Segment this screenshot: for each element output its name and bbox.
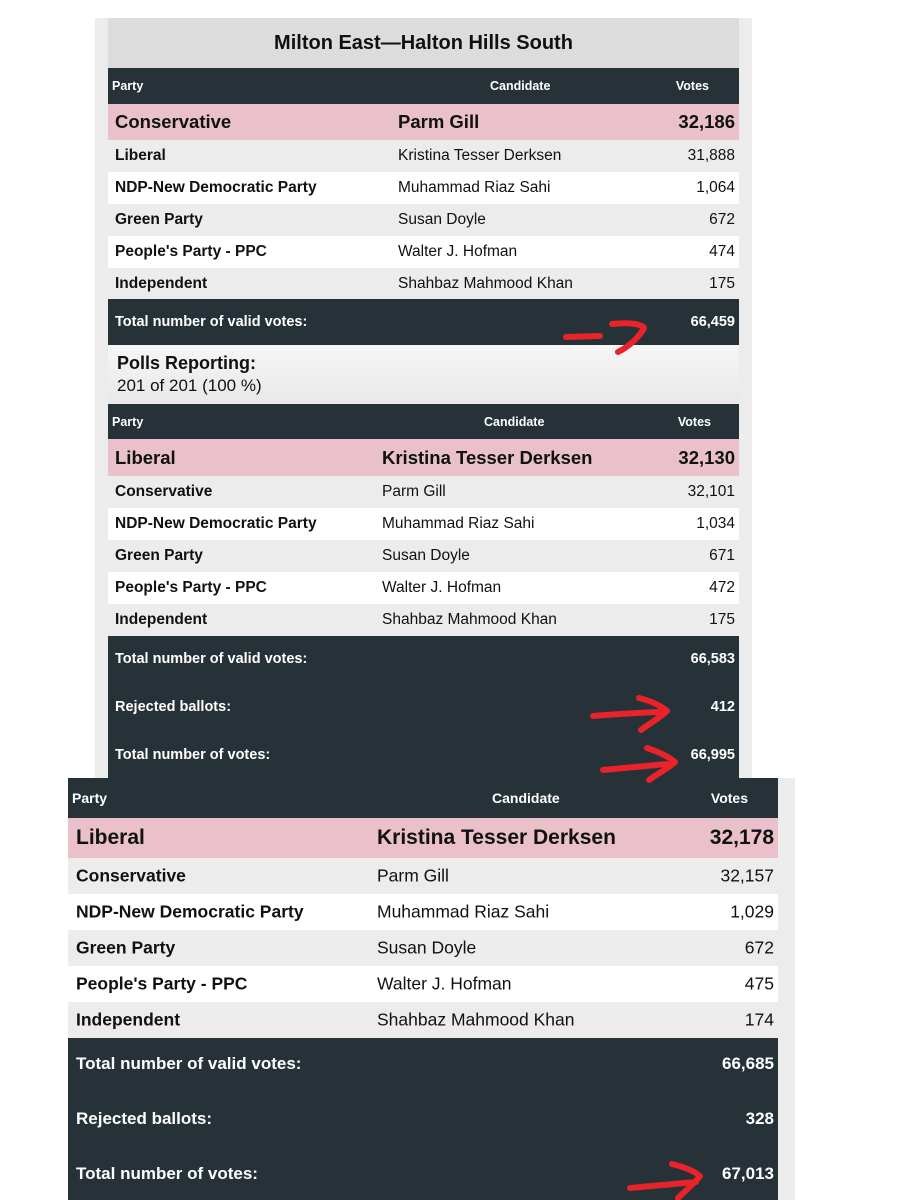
header-votes: Votes [710, 790, 748, 806]
candidate-name: Susan Doyle [398, 211, 486, 228]
vote-count: 31,888 [687, 147, 735, 164]
candidate-name: Kristina Tesser Derksen [377, 826, 616, 849]
candidate-name: Muhammad Riaz Sahi [382, 515, 535, 532]
winner-row [108, 104, 739, 140]
winner-row [108, 439, 739, 476]
vote-count: 671 [709, 547, 735, 564]
candidate-name: Walter J. Hofman [398, 243, 518, 260]
party-name: Liberal [115, 446, 176, 468]
header-party: Party [112, 414, 144, 429]
table-row [68, 894, 778, 930]
total-votes-value: 66,995 [690, 747, 735, 763]
totals-block [108, 636, 739, 778]
table-row [108, 172, 739, 204]
vote-count: 475 [744, 973, 774, 994]
candidate-name: Kristina Tesser Derksen [382, 446, 593, 468]
rejected-ballots-label: Rejected ballots: [115, 699, 232, 715]
header-votes: Votes [677, 414, 711, 429]
valid-votes-row [108, 299, 739, 345]
candidate-name: Parm Gill [377, 865, 449, 886]
rejected-ballots-value: 328 [745, 1109, 774, 1128]
table-row [108, 140, 739, 172]
header-party: Party [112, 79, 144, 93]
polls-reporting [108, 345, 739, 404]
vote-count: 472 [709, 579, 735, 596]
candidate-name: Shahbaz Mahmood Khan [398, 274, 573, 292]
header-candidate: Candidate [492, 790, 560, 806]
table-row [108, 572, 739, 604]
winner-row [68, 818, 778, 858]
table-header [108, 404, 739, 439]
table-row [108, 508, 739, 540]
table-header [108, 68, 739, 104]
vote-count: 174 [744, 1009, 774, 1030]
vote-count: 32,130 [678, 446, 735, 468]
candidate-name: Susan Doyle [382, 547, 470, 564]
party-name: Green Party [115, 547, 203, 564]
riding-title: Milton East—Halton Hills South [108, 18, 739, 68]
table-row [108, 540, 739, 572]
party-name: NDP-New Democratic Party [76, 901, 304, 922]
table-row [68, 1002, 778, 1038]
candidate-name: Parm Gill [398, 111, 480, 132]
party-name: Conservative [115, 483, 213, 500]
party-name: Green Party [76, 937, 176, 958]
candidate-name: Shahbaz Mahmood Khan [382, 611, 557, 628]
rejected-ballots-value: 412 [710, 699, 735, 715]
total-votes-label: Total number of votes: [115, 747, 271, 763]
party-name: Liberal [76, 826, 145, 849]
candidate-name: Susan Doyle [377, 937, 477, 958]
valid-votes-value: 66,583 [690, 651, 735, 667]
vote-count: 474 [709, 243, 735, 260]
table-row [108, 604, 739, 636]
party-name: Independent [115, 274, 208, 292]
vote-count: 32,157 [720, 865, 774, 886]
candidate-name: Shahbaz Mahmood Khan [377, 1009, 575, 1030]
table-row [68, 966, 778, 1002]
candidate-name: Kristina Tesser Derksen [398, 147, 562, 164]
party-name: Green Party [115, 211, 203, 228]
header-party: Party [72, 790, 108, 806]
party-name: People's Party - PPC [115, 579, 267, 596]
valid-votes-label: Total number of valid votes: [76, 1054, 302, 1073]
valid-votes-value: 66,459 [690, 314, 735, 330]
vote-count: 1,034 [696, 515, 735, 532]
vote-count: 672 [744, 937, 774, 958]
vote-count: 175 [709, 274, 735, 292]
candidate-name: Walter J. Hofman [377, 973, 512, 994]
candidate-name: Muhammad Riaz Sahi [377, 901, 550, 922]
vote-count: 1,064 [696, 179, 735, 196]
total-votes-value: 67,013 [722, 1164, 774, 1183]
party-name: Liberal [115, 147, 166, 164]
table-row [108, 204, 739, 236]
table-row [68, 930, 778, 966]
candidate-name: Parm Gill [382, 483, 446, 500]
table-row [108, 236, 739, 268]
vote-count: 175 [709, 611, 735, 628]
candidate-name: Walter J. Hofman [382, 579, 502, 596]
vote-count: 32,186 [678, 111, 735, 132]
party-name: Conservative [76, 865, 186, 886]
party-name: Independent [115, 611, 208, 628]
vote-count: 32,178 [709, 826, 774, 849]
party-name: People's Party - PPC [76, 973, 248, 994]
party-name: People's Party - PPC [115, 243, 267, 260]
header-candidate: Candidate [484, 414, 545, 429]
valid-votes-label: Total number of valid votes: [115, 314, 308, 330]
party-name: NDP-New Democratic Party [115, 179, 317, 196]
totals-block [68, 1038, 778, 1200]
polls-reporting-label: Polls Reporting: [117, 353, 256, 373]
vote-count: 1,029 [730, 901, 774, 922]
valid-votes-value: 66,685 [722, 1054, 774, 1073]
candidate-name: Muhammad Riaz Sahi [398, 179, 551, 196]
polls-reporting-value: 201 of 201 (100 %) [117, 376, 262, 395]
valid-votes-label: Total number of valid votes: [115, 651, 308, 667]
rejected-ballots-label: Rejected ballots: [76, 1109, 213, 1128]
table-header [68, 778, 778, 818]
party-name: Independent [76, 1009, 181, 1030]
party-name: Conservative [115, 111, 232, 132]
header-votes: Votes [675, 79, 709, 93]
table-row [108, 268, 739, 299]
vote-count: 672 [709, 211, 735, 228]
total-votes-label: Total number of votes: [76, 1164, 258, 1183]
header-candidate: Candidate [490, 79, 551, 93]
table-row [68, 858, 778, 894]
vote-count: 32,101 [687, 483, 735, 500]
party-name: NDP-New Democratic Party [115, 515, 317, 532]
table-row [108, 476, 739, 508]
